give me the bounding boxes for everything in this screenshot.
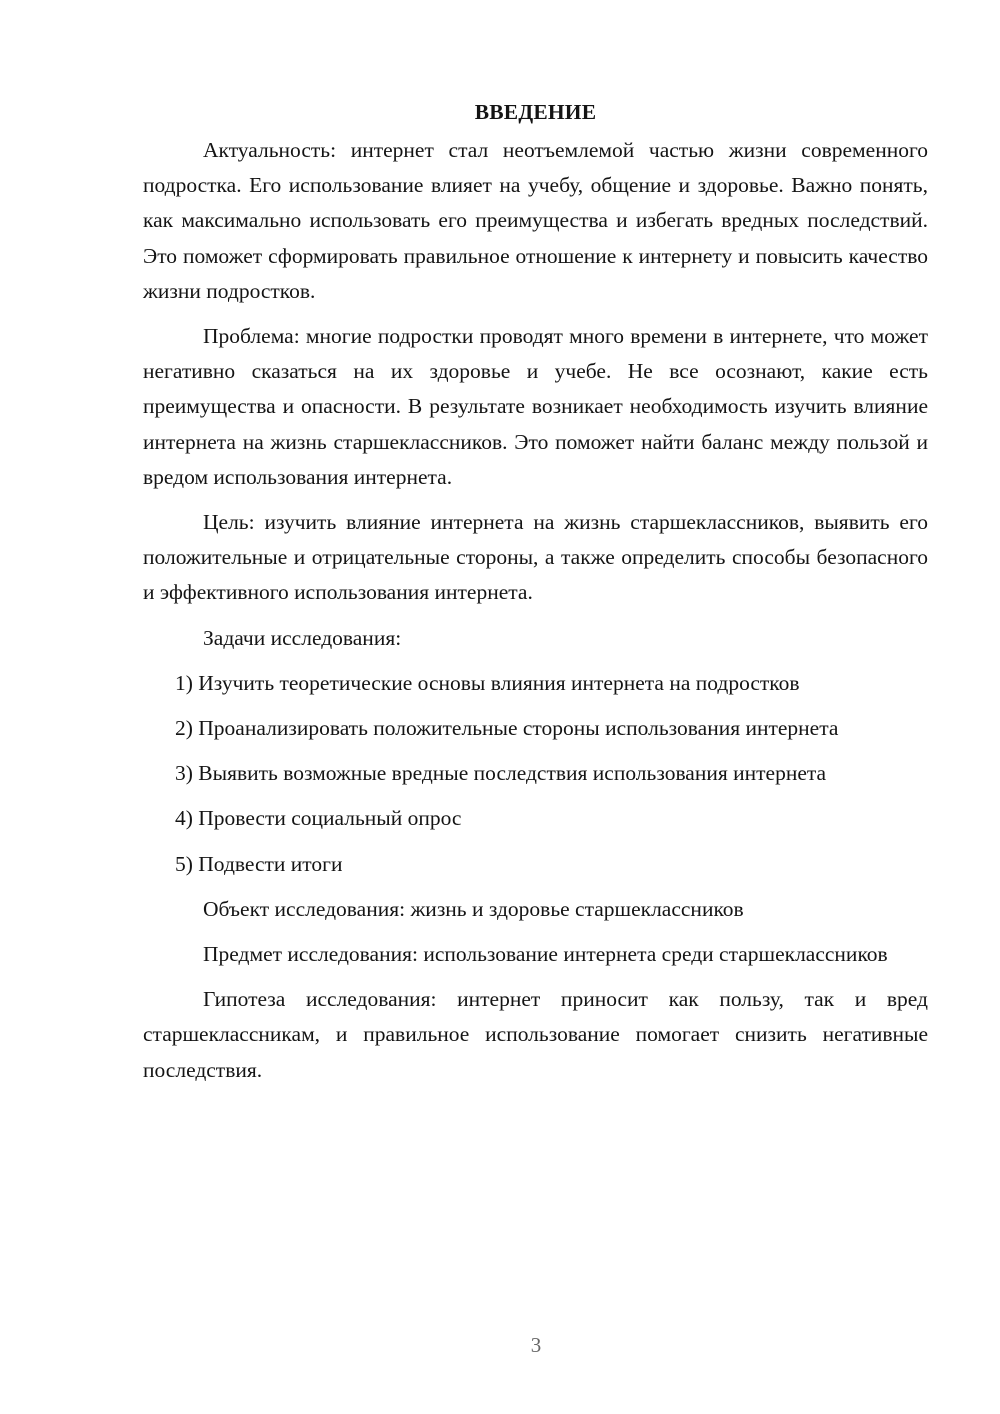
paragraph-problem: Проблема: многие подростки проводят много времени в интернете, что может негативно сказаться на их здоровье и учебе. Не все осознают, какие есть преимущества и опасности. В результате возникает необходимость изучить влияние интернета на жизнь старшеклассников. Это поможет найти баланс между пользой и вредом использования интернета. bbox=[143, 324, 928, 489]
list-item-task-1: 1) Изучить теоретические основы влияния интернета на подростков bbox=[175, 670, 800, 695]
list-item-task-4: 4) Провести социальный опрос bbox=[175, 806, 462, 831]
paragraph-goal: Цель: изучить влияние интернета на жизнь старшеклассников, выявить его положительные и отрицательные стороны, а также определить способы безопасного и эффективного использования интернета. bbox=[143, 510, 928, 605]
list-item-task-5: 5) Подвести итоги bbox=[175, 851, 343, 876]
page-number: 3 bbox=[530, 1333, 542, 1357]
paragraph-hypothesis: Гипотеза исследования: интернет приносит как пользу, так и вред старшеклассникам, и правильное использование помогает снизить негативные последствия. bbox=[143, 987, 928, 1082]
list-item-task-2: 2) Проанализировать положительные стороны использования интернета bbox=[175, 716, 839, 741]
paragraph-subject: Предмет исследования: использование интернета среди старшеклассников bbox=[203, 942, 888, 967]
paragraph-object: Объект исследования: жизнь и здоровье старшеклассников bbox=[203, 896, 744, 921]
tasks-heading: Задачи исследования: bbox=[203, 625, 402, 650]
page-title: ВВЕДЕНИЕ bbox=[474, 100, 597, 124]
paragraph-relevance: Актуальность: интернет стал неотъемлемой частью жизни современного подростка. Его использование влияет на учебу, общение и здоровье. Важно понять, как максимально использовать его преимущества и избегать вредных последствий. Это поможет сформировать правильное отношение к интернету и повысить качество жизни подростков. bbox=[143, 138, 928, 303]
document-page bbox=[143, 95, 928, 1098]
list-item-task-3: 3) Выявить возможные вредные последствия использования интернета bbox=[175, 761, 827, 786]
